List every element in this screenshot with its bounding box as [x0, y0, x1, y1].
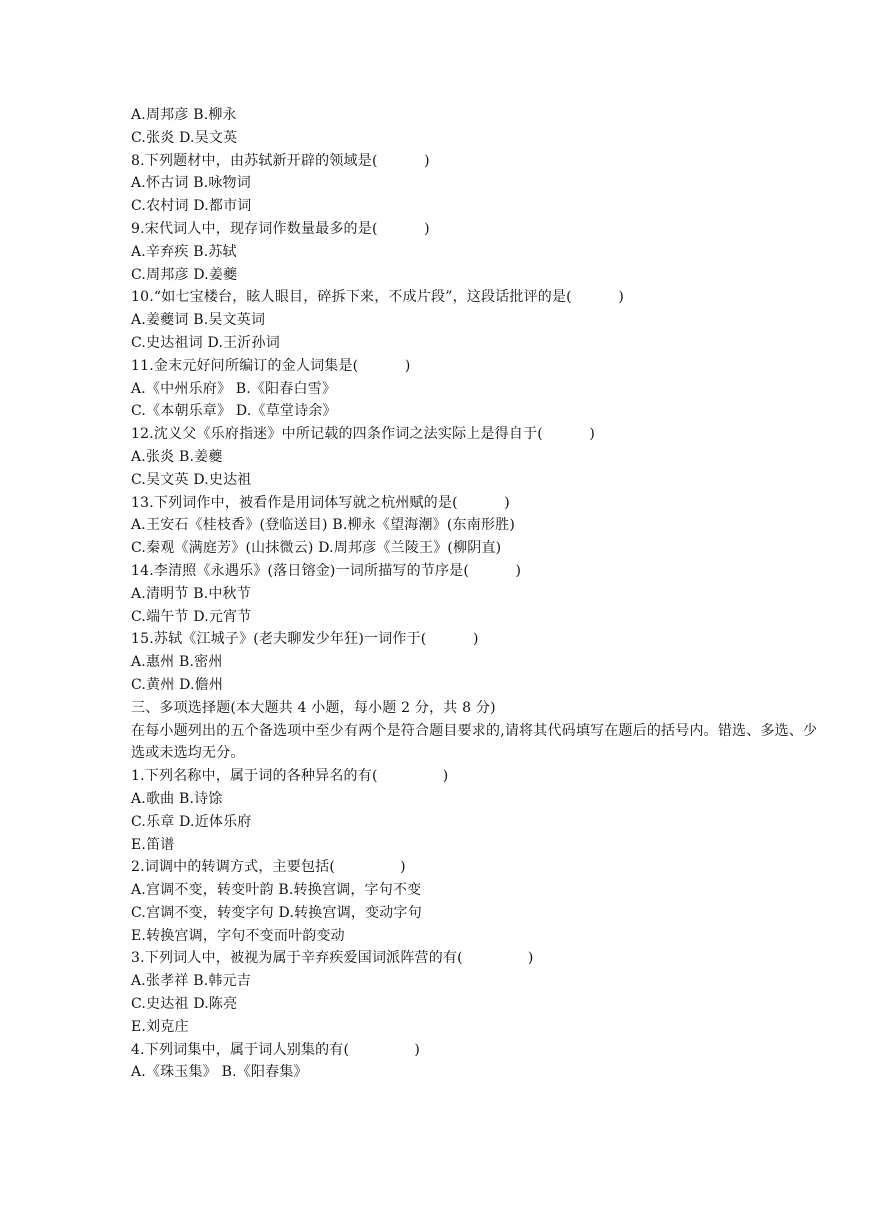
- option-line: E.笛谱: [131, 836, 175, 853]
- section-instructions-cont: 选或未选均无分。: [131, 745, 245, 762]
- option-line: C.史达祖词 D.王沂孙词: [131, 334, 280, 351]
- option-line: C.吴文英 D.史达祖: [131, 471, 252, 488]
- option-line: C.周邦彦 D.姜夔: [131, 266, 238, 283]
- option-line: E.刘克庄: [131, 1018, 189, 1035]
- question-line: 12.沈义父《乐府指迷》中所记载的四条作词之法实际上是得自于( ): [131, 426, 596, 443]
- option-line: A.辛弃疾 B.苏轼: [131, 243, 237, 260]
- question-line: 2.词调中的转调方式，主要包括( ): [131, 859, 406, 876]
- question-line: 8.下列题材中，由苏轼新开辟的领域是( ): [131, 152, 430, 169]
- option-line: C.秦观《满庭芳》(山抹微云) D.周邦彦《兰陵王》(柳阴直): [131, 540, 502, 557]
- option-line: A.歌曲 B.诗馀: [131, 790, 223, 807]
- option-line: C.《本朝乐章》 D.《草堂诗余》: [131, 403, 337, 420]
- question-line: 14.李清照《永遇乐》(落日镕金)一词所描写的节序是( ): [131, 562, 522, 579]
- question-line: 4.下列词集中，属于词人别集的有( ): [131, 1041, 420, 1058]
- question-line: 10.“如七宝楼台，眩人眼目，碎拆下来，不成片段”，这段话批评的是( ): [131, 289, 625, 306]
- option-line: A.清明节 B.中秋节: [131, 585, 251, 602]
- option-line: A.姜夔词 B.吴文英词: [131, 312, 266, 329]
- option-line: A.周邦彦 B.柳永: [131, 107, 237, 123]
- option-line: C.端午节 D.元宵节: [131, 608, 252, 625]
- option-line: A.怀古词 B.咏物词: [131, 175, 251, 192]
- option-line: A.张炎 B.姜夔: [131, 448, 223, 465]
- question-line: 11.金末元好问所编订的金人词集是( ): [131, 357, 411, 374]
- option-line: C.农村词 D.都市词: [131, 198, 252, 215]
- option-line: A.惠州 B.密州: [131, 654, 223, 671]
- option-line: A.宫调不变，转变叶韵 B.转换宫调，字句不变: [131, 882, 422, 899]
- option-line: C.张炎 D.吴文英: [131, 129, 238, 146]
- question-line: 3.下列词人中，被视为属于辛弃疾爱国词派阵营的有( ): [131, 950, 534, 967]
- section-heading: 三、多项选择题(本大题共 4 小题，每小题 2 分，共 8 分): [131, 699, 496, 716]
- option-line: A.王安石《桂枝香》(登临送目) B.柳永《望海潮》(东南形胜): [131, 517, 515, 534]
- exam-document: [131, 104, 818, 1084]
- option-line: A.《中州乐府》 B.《阳春白雪》: [131, 380, 337, 397]
- option-line: C.宫调不变，转变字句 D.转换宫调，变动字句: [131, 904, 422, 921]
- option-line: C.乐章 D.近体乐府: [131, 813, 252, 830]
- option-line: A.《珠玉集》 B.《阳春集》: [131, 1064, 308, 1081]
- question-line: 1.下列名称中，属于词的各种异名的有( ): [131, 768, 449, 785]
- option-line: A.张孝祥 B.韩元吉: [131, 973, 251, 990]
- option-line: C.黄州 D.儋州: [131, 676, 224, 693]
- option-line: E.转换宫调，字句不变而叶韵变动: [131, 927, 345, 944]
- section-instructions: 在每小题列出的五个备选项中至少有两个是符合题目要求的,请将其代码填写在题后的括号内。错选、多选、少: [131, 722, 818, 739]
- question-line: 15.苏轼《江城子》(老夫聊发少年狂)一词作于( ): [131, 631, 479, 648]
- question-line: 9.宋代词人中，现存词作数量最多的是( ): [131, 220, 430, 237]
- question-line: 13.下列词作中，被看作是用词体写就之杭州赋的是( ): [131, 494, 510, 511]
- option-line: C.史达祖 D.陈亮: [131, 996, 238, 1013]
